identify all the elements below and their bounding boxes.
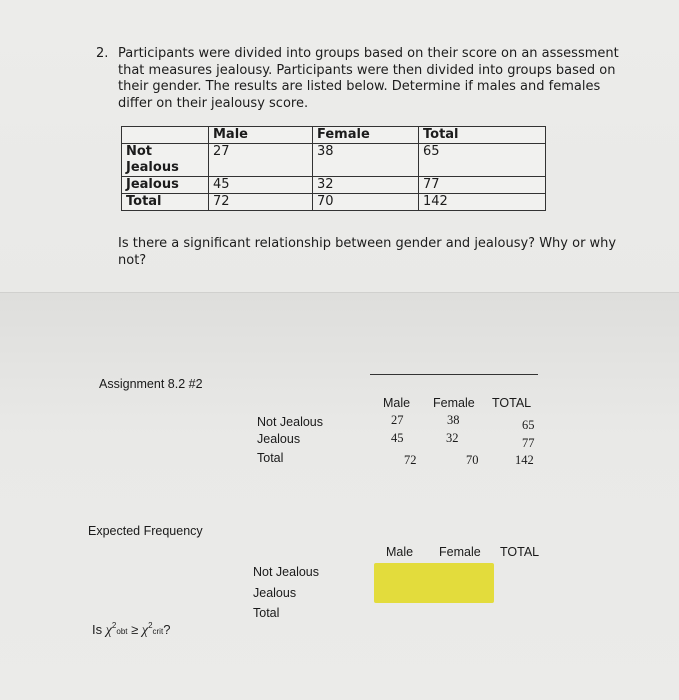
assignment-title: Assignment 8.2 #2 <box>99 377 203 391</box>
assignment-cell: 72 <box>404 453 417 467</box>
assignment-cell: 45 <box>391 431 404 445</box>
row-label-total: Total <box>122 194 209 211</box>
chi-relation: ≥ <box>131 622 139 637</box>
table-row <box>122 177 546 194</box>
row-label-jealous: Jealous <box>122 177 209 194</box>
chi-sub-crit: crit <box>152 627 164 636</box>
expected-header-male: Male <box>386 545 414 559</box>
chi-prefix: Is <box>92 622 103 637</box>
table-corner-cell <box>122 127 209 144</box>
expected-header-total: TOTAL <box>500 545 540 559</box>
cell: 77 <box>419 177 546 194</box>
expected-row-label-not-jealous: Not Jealous <box>253 565 320 579</box>
cell: 27 <box>209 144 313 177</box>
expected-row-label-total: Total <box>253 606 280 620</box>
assignment-cell: 70 <box>466 453 479 467</box>
highlighted-answer-area <box>374 563 494 603</box>
assignment-row-label-jealous: Jealous <box>257 432 301 446</box>
header-female: Female <box>313 127 419 144</box>
row-label-not-jealous: Not Jealous <box>122 144 209 177</box>
assignment-cell: 32 <box>446 431 459 445</box>
assignment-cell: 142 <box>515 453 534 467</box>
expected-row-label-jealous: Jealous <box>253 586 297 600</box>
cell: 38 <box>313 144 419 177</box>
cell: 142 <box>419 194 546 211</box>
assignment-header-male: Male <box>383 396 411 410</box>
question-text: Participants were divided into groups based on their score on an assessment that measures jealousy. Participants were then divided into groups based on their gender. The results are listed below. Determine if males and females differ on their jealousy score. <box>118 46 619 111</box>
cell: 72 <box>209 194 313 211</box>
cell: 65 <box>419 144 546 177</box>
cell: 70 <box>313 194 419 211</box>
assignment-cell: 27 <box>391 413 404 427</box>
cell: 32 <box>313 177 419 194</box>
chi-suffix: ? <box>163 622 171 637</box>
assignment-row-label-total: Total <box>257 451 284 465</box>
assignment-cell: 65 <box>522 418 535 432</box>
jealousy-table <box>121 126 546 211</box>
chi-power-2: 2 <box>148 621 153 630</box>
expected-frequency-title: Expected Frequency <box>88 524 203 538</box>
table-header-row <box>122 127 546 144</box>
chi-symbol: χ <box>105 623 112 638</box>
assignment-header-female: Female <box>433 396 475 410</box>
question-number: 2. <box>96 46 109 61</box>
answer-line <box>370 374 538 375</box>
assignment-row-label-not-jealous: Not Jealous <box>257 415 324 429</box>
cell: 45 <box>209 177 313 194</box>
header-male: Male <box>209 127 313 144</box>
header-total: Total <box>419 127 546 144</box>
chi-power: 2 <box>111 621 117 630</box>
significance-question: Is there a significant relationship between gender and jealousy? Why or why not? <box>118 236 617 268</box>
assignment-cell: 38 <box>447 413 460 427</box>
chi-symbol-2: χ <box>141 623 149 638</box>
assignment-cell: 77 <box>522 436 535 450</box>
assignment-header-total: TOTAL <box>492 396 532 410</box>
chi-square-question <box>92 622 170 639</box>
chi-sub-obt: obt <box>116 627 128 636</box>
table-row <box>122 194 546 211</box>
expected-header-female: Female <box>439 545 481 559</box>
table-row <box>122 144 546 177</box>
